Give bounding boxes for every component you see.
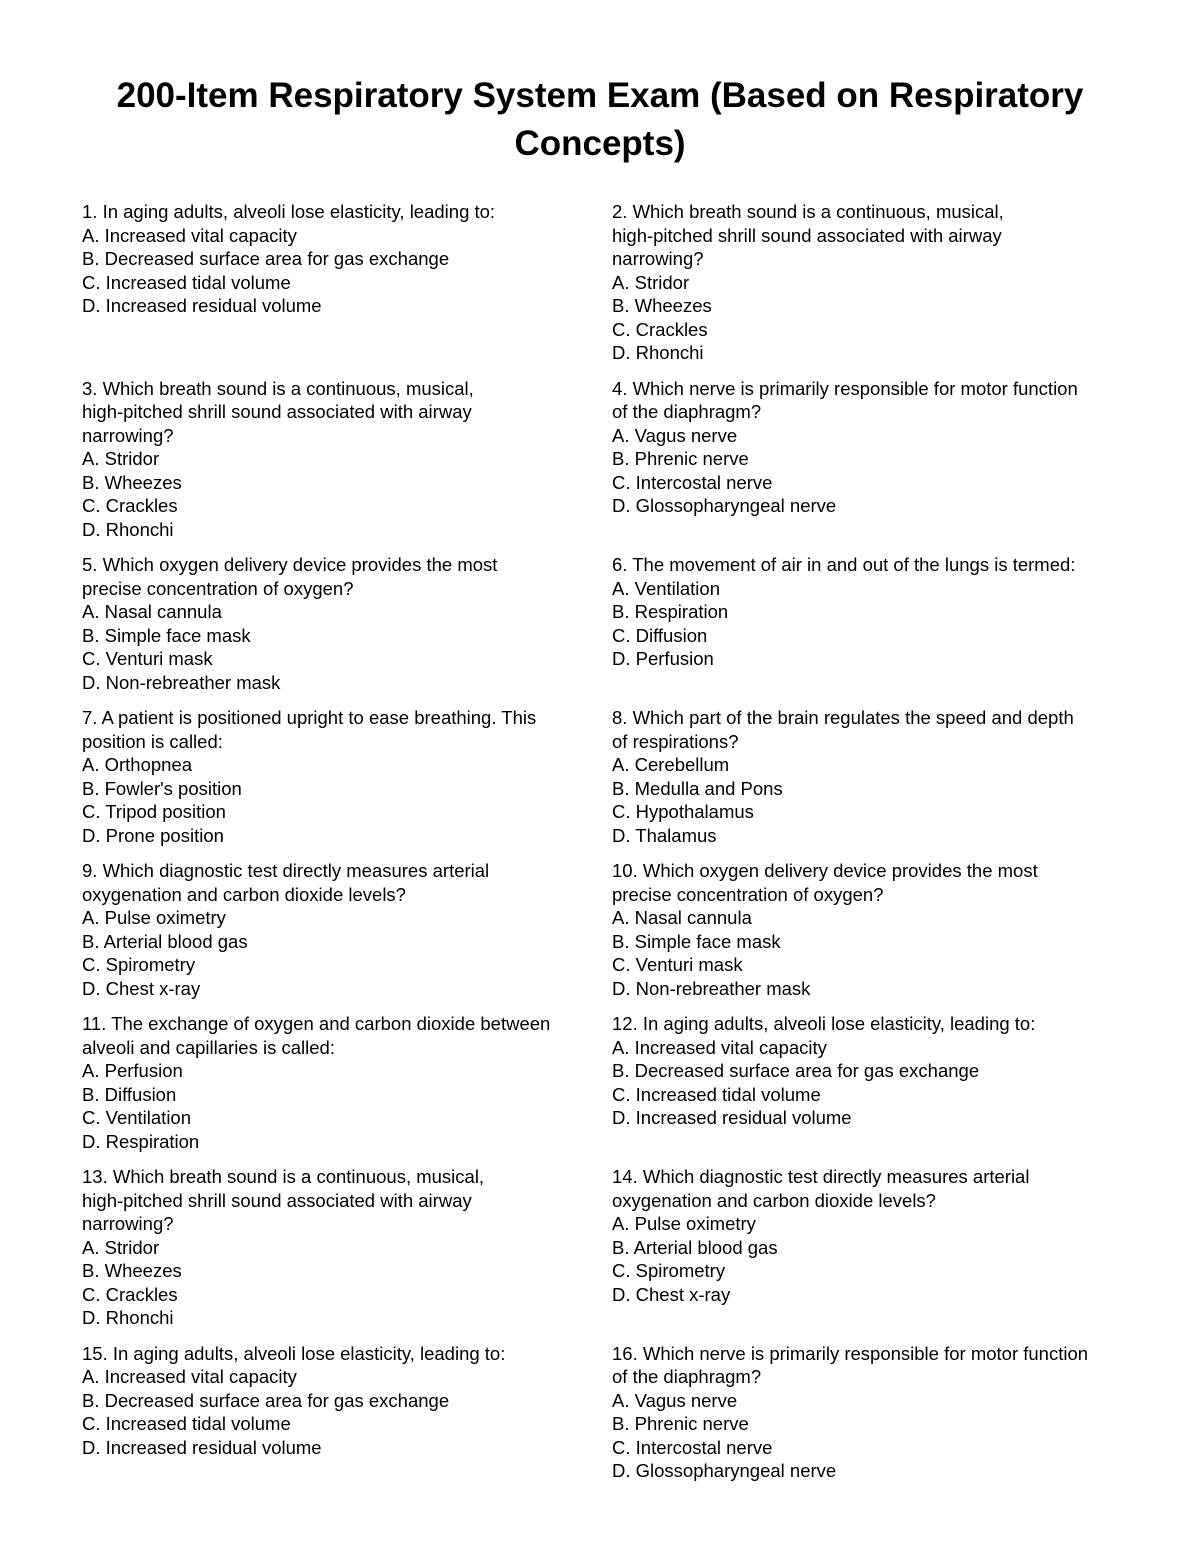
question-block <box>612 553 1142 706</box>
answer-option: B. Fowler's position <box>82 777 242 799</box>
answer-option: A. Stridor <box>82 1236 160 1258</box>
question-stem-line: of the diaphragm? <box>612 401 762 422</box>
answer-option: B. Decreased surface area for gas exchange <box>612 1060 980 1081</box>
question-stem-line: 8. Which part of the brain regulates the speed and depth <box>612 707 1074 728</box>
question-block <box>82 200 612 377</box>
answer-option: B. Respiration <box>612 601 729 622</box>
question-block <box>612 200 1142 377</box>
answer-option: A. Stridor <box>82 448 160 469</box>
question-block <box>612 1342 1142 1495</box>
question-block <box>82 1012 612 1165</box>
question-stem-line: 2. Which breath sound is a continuous, musical, <box>612 201 1004 222</box>
answer-option: C. Venturi mask <box>612 954 743 975</box>
answer-option: A. Cerebellum <box>612 754 730 775</box>
question-stem-line: 5. Which oxygen delivery device provides the most <box>82 554 498 575</box>
answer-option: C. Ventilation <box>82 1107 192 1128</box>
answer-option: A. Perfusion <box>82 1060 183 1081</box>
question-stem-line: 13. Which breath sound is a continuous, musical, <box>82 1166 485 1187</box>
question-stem-line: precise concentration of oxygen? <box>82 577 354 599</box>
answer-option: D. Glossopharyngeal nerve <box>612 1460 837 1481</box>
answer-option: D. Non-rebreather mask <box>82 671 281 693</box>
question-block <box>82 706 612 859</box>
answer-option: A. Stridor <box>612 271 690 293</box>
question-block <box>612 706 1142 859</box>
answer-option: B. Diffusion <box>82 1083 177 1105</box>
question-stem-line: position is called: <box>82 730 223 752</box>
answer-option: A. Pulse oximetry <box>82 907 226 928</box>
answer-option: C. Intercostal nerve <box>612 1436 773 1458</box>
answer-option: D. Increased residual volume <box>82 1436 322 1458</box>
answer-option: C. Spirometry <box>612 1260 726 1281</box>
answer-option: C. Crackles <box>82 1283 178 1305</box>
question-stem-line: 10. Which oxygen delivery device provides the most <box>612 860 1038 881</box>
question-block <box>612 1165 1142 1342</box>
answer-option: A. Nasal cannula <box>82 601 222 622</box>
question-stem-line: high-pitched shrill sound associated with airway <box>82 1189 472 1211</box>
question-stem-line: 15. In aging adults, alveoli lose elasticity, leading to: <box>82 1342 506 1364</box>
answer-option: D. Rhonchi <box>612 342 704 363</box>
answer-option: B. Wheezes <box>82 1260 182 1281</box>
question-stem-line: 9. Which diagnostic test directly measures arterial <box>82 860 490 881</box>
question-block <box>612 859 1142 1012</box>
answer-option: B. Wheezes <box>612 295 712 316</box>
answer-option: A. Nasal cannula <box>612 907 752 928</box>
answer-option: B. Decreased surface area for gas exchange <box>82 1389 450 1411</box>
answer-option: B. Simple face mask <box>612 930 781 952</box>
question-stem-line: narrowing? <box>82 424 174 446</box>
question-block <box>82 553 612 706</box>
answer-option: C. Tripod position <box>82 801 226 822</box>
answer-option: C. Diffusion <box>612 624 708 646</box>
answer-option: A. Increased vital capacity <box>82 1366 297 1387</box>
question-block <box>82 859 612 1012</box>
question-stem-line: high-pitched shrill sound associated with airway <box>82 401 472 422</box>
question-block <box>82 1165 612 1342</box>
answer-option: A. Increased vital capacity <box>82 224 297 246</box>
answer-option: B. Arterial blood gas <box>82 930 248 952</box>
answer-option: D. Chest x-ray <box>612 1283 731 1305</box>
answer-option: D. Increased residual volume <box>82 295 322 316</box>
answer-option: D. Rhonchi <box>82 518 174 540</box>
answer-option: C. Increased tidal volume <box>612 1083 821 1105</box>
answer-option: A. Vagus nerve <box>612 424 738 446</box>
question-block <box>612 377 1142 554</box>
answer-option: C. Intercostal nerve <box>612 471 773 493</box>
answer-option: A. Increased vital capacity <box>612 1036 827 1058</box>
answer-option: A. Vagus nerve <box>612 1389 738 1411</box>
question-stem-line: 6. The movement of air in and out of the lungs is termed: <box>612 554 1076 575</box>
answer-option: C. Crackles <box>82 495 178 516</box>
question-stem-line: 1. In aging adults, alveoli lose elasticity, leading to: <box>82 201 496 222</box>
question-stem-line: 7. A patient is positioned upright to ease breathing. This <box>82 707 537 728</box>
answer-option: C. Spirometry <box>82 954 196 975</box>
question-stem-line: 4. Which nerve is primarily responsible for motor function <box>612 377 1078 399</box>
answer-option: B. Phrenic nerve <box>612 448 749 469</box>
question-stem-line: 12. In aging adults, alveoli lose elasticity, leading to: <box>612 1013 1036 1034</box>
question-stem-line: precise concentration of oxygen? <box>612 883 884 905</box>
question-stem-line: narrowing? <box>82 1213 174 1234</box>
answer-option: A. Ventilation <box>612 577 720 599</box>
answer-option: C. Increased tidal volume <box>82 1413 291 1434</box>
answer-option: D. Chest x-ray <box>82 977 201 999</box>
answer-option: D. Increased residual volume <box>612 1107 852 1128</box>
question-stem-line: narrowing? <box>612 248 704 269</box>
question-stem-line: 14. Which diagnostic test directly measures arterial <box>612 1166 1030 1187</box>
answer-option: B. Arterial blood gas <box>612 1236 778 1258</box>
question-stem-line: 3. Which breath sound is a continuous, musical, <box>82 377 474 399</box>
answer-option: D. Prone position <box>82 824 224 846</box>
answer-option: C. Crackles <box>612 318 708 340</box>
question-block <box>82 377 612 554</box>
answer-option: D. Respiration <box>82 1130 200 1152</box>
question-stem-line: alveoli and capillaries is called: <box>82 1036 335 1058</box>
answer-option: B. Phrenic nerve <box>612 1413 749 1434</box>
question-stem-line: oxygenation and carbon dioxide levels? <box>612 1189 936 1211</box>
answer-option: C. Venturi mask <box>82 648 213 669</box>
question-stem-line: high-pitched shrill sound associated with airway <box>612 224 1002 246</box>
question-block <box>612 1012 1142 1165</box>
answer-option: D. Non-rebreather mask <box>612 977 811 999</box>
question-block <box>82 1342 612 1495</box>
question-stem-line: 16. Which nerve is primarily responsible for motor function <box>612 1342 1089 1364</box>
answer-option: C. Increased tidal volume <box>82 271 291 293</box>
answer-option: B. Simple face mask <box>82 624 251 646</box>
answer-option: A. Pulse oximetry <box>612 1213 756 1234</box>
answer-option: B. Wheezes <box>82 471 182 493</box>
question-stem-line: of respirations? <box>612 730 739 752</box>
answer-option: C. Hypothalamus <box>612 801 754 822</box>
answer-option: D. Glossopharyngeal nerve <box>612 495 837 516</box>
answer-option: B. Decreased surface area for gas exchange <box>82 248 450 269</box>
question-stem-line: oxygenation and carbon dioxide levels? <box>82 883 406 905</box>
answer-option: D. Thalamus <box>612 824 717 846</box>
answer-option: A. Orthopnea <box>82 754 193 775</box>
question-grid <box>82 200 1142 1495</box>
page-title: 200-Item Respiratory System Exam (Based on Respiratory Concepts) <box>116 76 1084 163</box>
question-stem-line: 11. The exchange of oxygen and carbon dioxide between <box>82 1013 551 1034</box>
answer-option: D. Perfusion <box>612 648 714 669</box>
answer-option: B. Medulla and Pons <box>612 777 783 799</box>
question-stem-line: of the diaphragm? <box>612 1366 762 1387</box>
answer-option: D. Rhonchi <box>82 1307 174 1328</box>
